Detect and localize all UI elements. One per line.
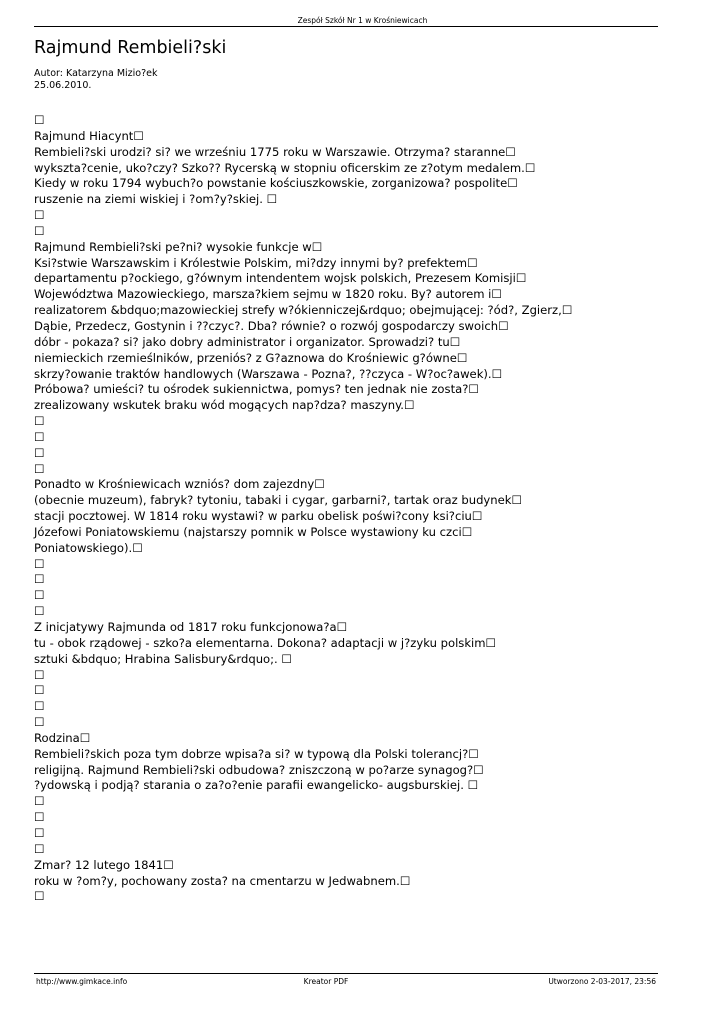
body-line: ☐ — [34, 429, 45, 444]
body-line: ☐ — [34, 683, 45, 698]
body-line: ☐ — [34, 794, 45, 809]
body-line: Województwa Mazowieckiego, marsza?kiem sejmu w 1820 roku. By? autorem i☐ — [34, 287, 502, 302]
page-header: Zespół Szkół Nr 1 w Krośniewicach — [297, 16, 428, 25]
article-date: 25.06.2010. — [34, 80, 92, 91]
body-line: Rodzina☐ — [34, 730, 91, 745]
body-line: Ksi?stwie Warszawskim i Królestwie Polskim, mi?dzy innymi by? prefektem☐ — [34, 255, 478, 270]
body-line: ☐ — [34, 208, 45, 223]
body-line: ☐ — [34, 667, 45, 682]
body-line: ☐ — [34, 113, 45, 127]
body-line: ?ydowską i podją? starania o za?o?enie parafii ewangelicko- augsburskiej. ☐ — [34, 778, 479, 793]
body-line: (obecnie muzeum), fabryk? tytoniu, tabaki i cygar, garbarni?, tartak oraz budynek☐ — [34, 493, 522, 508]
body-line: ☐ — [34, 825, 45, 840]
body-line: niemieckich rzemieślników, przeniós? z G?aznowa do Krośniewic g?ówne☐ — [34, 350, 468, 365]
body-line: departamentu p?ockiego, g?ównym intendentem wojsk polskich, Prezesem Komisji☐ — [34, 271, 527, 286]
body-line: Dąbie, Przedecz, Gostynin i ??czyc?. Dba? równie? o rozwój gospodarczy swoich☐ — [34, 318, 509, 333]
footer-generator: Kreator PDF — [303, 977, 349, 986]
body-line: ☐ — [34, 461, 45, 476]
body-line: ☐ — [34, 445, 45, 460]
body-line: Poniatowskiego).☐ — [34, 540, 143, 555]
body-line: wykszta?cenie, uko?czy? Szko?? Rycerską w stopniu oficerskim ze z?otym medalem.☐ — [34, 160, 536, 175]
body-line: dóbr - pokaza? si? jako dobry administrator i organizator. Sprowadzi? tu☐ — [34, 334, 461, 349]
footer-created-date: Utworzono 2-03-2017, 23:56 — [548, 977, 656, 986]
body-line: tu - obok rządowej - szko?a elementarna. Dokona? adaptacji w j?zyku polskim☐ — [34, 635, 496, 650]
body-line: ☐ — [34, 556, 45, 571]
body-line: Rembieli?skich poza tym dobrze wpisa?a si? w typową dla Polski tolerancj?☐ — [34, 746, 479, 761]
article-body — [34, 113, 674, 905]
body-line: ☐ — [34, 889, 45, 904]
body-line: ☐ — [34, 414, 45, 429]
body-line: zrealizowany wskutek braku wód mogących nap?dza? maszyny.☐ — [34, 398, 415, 413]
article-meta — [34, 68, 158, 92]
body-line: Próbowa? umieści? tu ośrodek sukiennictwa, pomys? ten jednak nie zosta?☐ — [34, 382, 479, 397]
body-line: ☐ — [34, 223, 45, 238]
body-line: sztuki &bdquo; Hrabina Salisbury&rdquo;. ☐ — [34, 651, 292, 666]
body-line: Józefowi Poniatowskiemu (najstarszy pomnik w Polsce wystawiony ku czci☐ — [34, 524, 473, 539]
body-line: Kiedy w roku 1794 wybuch?o powstanie kościuszkowskie, zorganizowa? pospolite☐ — [34, 176, 518, 191]
article-author: Autor: Katarzyna Mizio?ek — [34, 68, 158, 79]
body-line: religijną. Rajmund Rembieli?ski odbudowa? zniszczoną w po?arze synagog?☐ — [34, 762, 484, 777]
body-line: ruszenie na ziemi wiskiej i ?om?y?skiej. ☐ — [34, 192, 277, 207]
body-line: roku w ?om?y, pochowany zosta? na cmentarzu w Jedwabnem.☐ — [34, 873, 411, 888]
footer-url-link[interactable]: http://www.gimkace.info — [36, 977, 128, 986]
body-line: Rajmund Hiacynt☐ — [34, 128, 144, 143]
article-title: Rajmund Rembieli?ski — [34, 38, 227, 58]
footer-divider — [34, 973, 658, 974]
body-line: skrzy?owanie traktów handlowych (Warszawa - Pozna?, ??czyca - W?oc?awek).☐ — [34, 366, 503, 381]
body-line: ☐ — [34, 604, 45, 619]
body-line: Ponadto w Krośniewicach wzniós? dom zajezdny☐ — [34, 477, 325, 492]
body-line: ☐ — [34, 715, 45, 730]
body-line: Rajmund Rembieli?ski pe?ni? wysokie funkcje w☐ — [34, 239, 323, 254]
body-line: ☐ — [34, 572, 45, 587]
body-line: ☐ — [34, 588, 45, 603]
body-line: stacji pocztowej. W 1814 roku wystawi? w parku obelisk poświ?cony ksi?ciu☐ — [34, 509, 483, 524]
body-line: ☐ — [34, 841, 45, 856]
body-line: Rembieli?ski urodzi? si? we wrześniu 1775 roku w Warszawie. Otrzyma? staranne☐ — [34, 144, 516, 159]
body-line: ☐ — [34, 699, 45, 714]
body-line: realizatorem &bdquo;mazowieckiej strefy w?ókienniczej&rdquo; obejmującej: ?ód?, Zgierz,☐ — [34, 303, 573, 318]
body-line: ☐ — [34, 810, 45, 825]
header-divider — [34, 26, 658, 27]
body-line: Z inicjatywy Rajmunda od 1817 roku funkcjonowa?a☐ — [34, 620, 348, 634]
body-line: Zmar? 12 lutego 1841☐ — [34, 857, 174, 872]
